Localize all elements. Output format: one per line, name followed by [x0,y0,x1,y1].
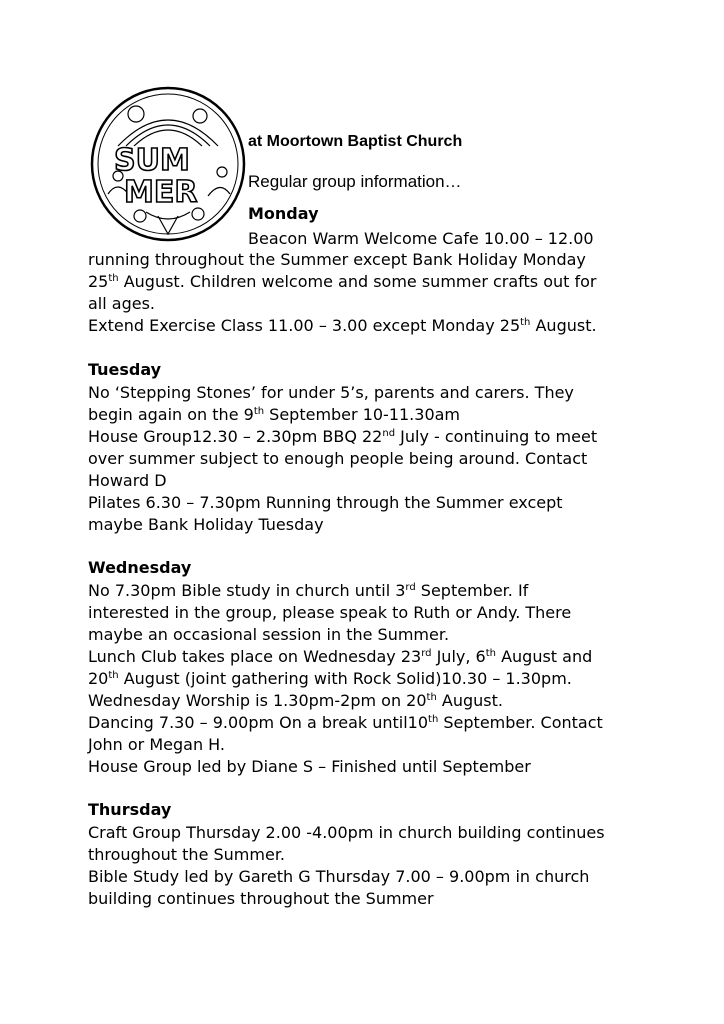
thursday-line-2: throughout the Summer. [88,845,286,864]
tuesday-line-1: No ‘Stepping Stones’ for under 5’s, parents and carers. They [88,383,574,402]
wednesday-line-1: No 7.30pm Bible study in church until 3rd September. If [88,581,529,600]
venue-text: at Moortown Baptist Church [248,133,463,150]
tuesday-line-3: House Group12.30 – 2.30pm BBQ 22nd July - continuing to meet [88,427,598,446]
svg-text:SUM: SUM [114,143,190,178]
summer-logo [88,84,248,244]
thursday-heading: Thursday [88,800,172,819]
monday-line-1: Beacon Warm Welcome Cafe 10.00 – 12.00 [248,229,594,248]
tuesday-heading: Tuesday [88,360,162,379]
svg-text:MER: MER [124,175,198,210]
thursday-line-4: building continues throughout the Summer [88,889,434,908]
wednesday-line-6: Wednesday Worship is 1.30pm-2pm on 20th August. [88,691,503,710]
monday-heading: Monday [248,204,319,223]
wednesday-line-8: John or Megan H. [88,735,225,754]
monday-line-4: all ages. [88,294,156,313]
thursday-line-1: Craft Group Thursday 2.00 -4.00pm in church building continues [88,823,605,842]
monday-line-5: Extend Exercise Class 11.00 – 3.00 except Monday 25th August. [88,316,597,335]
wednesday-line-9: House Group led by Diane S – Finished until September [88,757,531,776]
monday-line-2: running throughout the Summer except Bank Holiday Monday [88,250,586,269]
wednesday-line-3: maybe an occasional session in the Summer. [88,625,450,644]
tuesday-line-5: Howard D [88,471,167,490]
tuesday-line-2: begin again on the 9th September 10-11.30am [88,405,461,424]
tuesday-line-4: over summer subject to enough people being around. Contact [88,449,588,468]
tuesday-line-6: Pilates 6.30 – 7.30pm Running through the Summer except [88,493,563,512]
monday-line-3: 25th August. Children welcome and some summer crafts out for [88,272,597,291]
wednesday-line-2: interested in the group, please speak to Ruth or Andy. There [88,603,572,622]
wednesday-line-5: 20th August (joint gathering with Rock Solid)10.30 – 1.30pm. [88,669,572,688]
tuesday-line-7: maybe Bank Holiday Tuesday [88,515,324,534]
thursday-line-3: Bible Study led by Gareth G Thursday 7.00 – 9.00pm in church [88,867,590,886]
wednesday-heading: Wednesday [88,558,192,577]
page-title: Regular group information… [248,172,462,191]
wednesday-line-7: Dancing 7.30 – 9.00pm On a break until10th September. Contact [88,713,603,732]
wednesday-line-4: Lunch Club takes place on Wednesday 23rd July, 6th August and [88,647,593,666]
